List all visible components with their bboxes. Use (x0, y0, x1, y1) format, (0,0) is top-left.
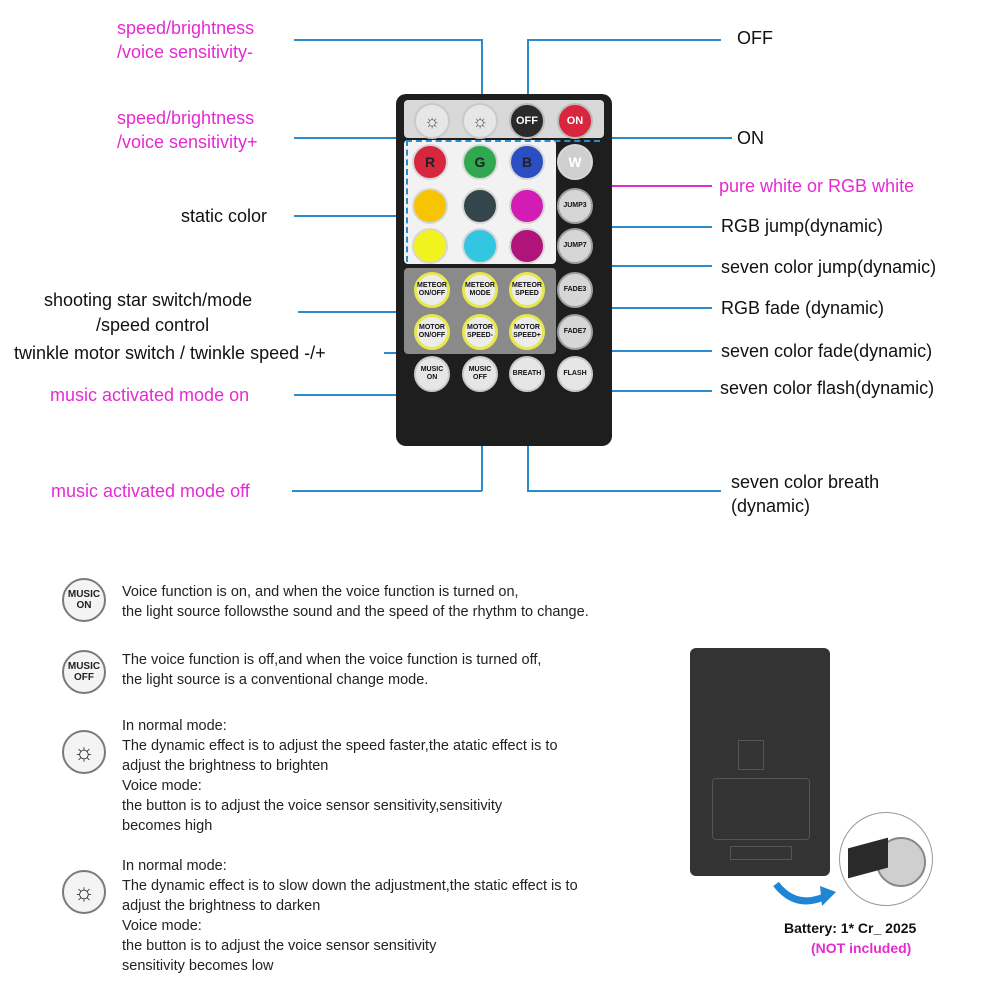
battery-compartment (712, 778, 810, 840)
label-breath-line2: (dynamic) (731, 496, 811, 516)
leader-speed-minus-h (294, 39, 482, 41)
label-music-on: music activated mode on (50, 385, 250, 405)
label-shooting-line2: /speed control (96, 315, 210, 335)
breath-button[interactable]: BREATH (509, 356, 545, 392)
fade7-button[interactable]: FADE7 (557, 314, 593, 350)
label-rgb-jump: RGB jump(dynamic) (721, 216, 884, 236)
sun-up-icon: ☼ (423, 111, 441, 131)
label-breath-line1: seven color breath (731, 472, 880, 492)
label-speed-minus-line1: speed/brightness (117, 18, 255, 38)
music-on-button[interactable]: MUSIC ON (414, 356, 450, 392)
color-button-dark-teal[interactable] (462, 188, 498, 224)
battery-closeup-image (839, 812, 933, 906)
label-seven-jump: seven color jump(dynamic) (721, 257, 937, 277)
sun-plus-icon: ☼ (62, 730, 106, 774)
label-speed-minus-line2: /voice sensitivity- (117, 42, 254, 62)
label-static-color: static color (181, 206, 268, 226)
label-pure-white: pure white or RGB white (719, 176, 915, 196)
color-button-purple[interactable] (509, 228, 545, 264)
brightness-minus-button[interactable] (462, 103, 498, 139)
label-speed-plus-line1: speed/brightness (117, 108, 255, 128)
description-brightness-minus: In normal mode: The dynamic effect is to slow down the adjustment,the static effect is to adjust the brightness to darken Voice mode: the button is to adjust the voice sensor sensitivity sensitivity becomes low (122, 858, 578, 974)
label-on: ON (737, 128, 764, 148)
off-button[interactable]: OFF (509, 103, 545, 139)
recycle-icon (738, 740, 764, 770)
jump7-button[interactable]: JUMP7 (557, 228, 593, 264)
color-button-light-yellow[interactable] (412, 228, 448, 264)
meteor-speed-button[interactable]: METEOR SPEED (509, 272, 545, 308)
music-off-icon: MUSIC OFF (62, 650, 106, 694)
label-rgb-fade: RGB fade (dynamic) (721, 298, 885, 318)
meteor-mode-button[interactable]: METEOR MODE (462, 272, 498, 308)
music-on-icon: MUSIC ON (62, 578, 106, 622)
meteor-onoff-button[interactable]: METEOR ON/OFF (414, 272, 450, 308)
leader-off-h (527, 39, 721, 41)
label-seven-flash: seven color flash(dynamic) (720, 378, 935, 398)
arrow-icon (770, 876, 840, 916)
leader-breath-h (527, 490, 721, 492)
description-brightness-plus: In normal mode: The dynamic effect is to adjust the speed faster,the atatic effect is to adjust the brightness to brighten Voice mode: the button is to adjust the voice sensor sensitivity,sensitivity becomes high (122, 718, 558, 834)
motor-onoff-button[interactable]: MOTOR ON/OFF (414, 314, 450, 350)
battery-note: (NOT included) (811, 940, 912, 956)
sun-minus-icon: ☼ (62, 870, 106, 914)
jump3-button[interactable]: JUMP3 (557, 188, 593, 224)
green-button[interactable]: G (462, 144, 498, 180)
label-speed-plus-line2: /voice sensitivity+ (117, 132, 258, 152)
fade3-button[interactable]: FADE3 (557, 272, 593, 308)
remote-control (396, 94, 612, 446)
leader-music-off-h (292, 490, 482, 492)
brightness-plus-button[interactable] (414, 103, 450, 139)
battery-label: Battery: 1* Cr_ 2025 (784, 920, 917, 936)
sun-down-icon: ☼ (471, 111, 489, 131)
flash-button[interactable]: FLASH (557, 356, 593, 392)
color-button-yellow[interactable] (412, 188, 448, 224)
label-off: OFF (737, 28, 773, 48)
color-button-magenta[interactable] (509, 188, 545, 224)
motor-speed-plus-button[interactable]: MOTOR SPEED+ (509, 314, 545, 350)
description-music-off: The voice function is off,and when the voice function is turned off, the light source is a conventional change mode. (122, 652, 542, 688)
label-music-off: music activated mode off (51, 481, 250, 501)
music-off-button[interactable]: MUSIC OFF (462, 356, 498, 392)
motor-speed-minus-button[interactable]: MOTOR SPEED- (462, 314, 498, 350)
on-button[interactable]: ON (557, 103, 593, 139)
description-music-on: Voice function is on, and when the voice function is turned on, the light source followsthe sound and the speed of the rhythm to change. (122, 584, 589, 620)
label-seven-fade: seven color fade(dynamic) (721, 341, 933, 361)
label-shooting-line1: shooting star switch/mode (44, 290, 253, 310)
blue-button[interactable]: B (509, 144, 545, 180)
color-button-cyan[interactable] (462, 228, 498, 264)
remote-back-image (690, 648, 830, 876)
label-twinkle: twinkle motor switch / twinkle speed -/+ (14, 343, 326, 363)
release-tab (730, 846, 792, 860)
white-button[interactable]: W (557, 144, 593, 180)
red-button[interactable]: R (412, 144, 448, 180)
